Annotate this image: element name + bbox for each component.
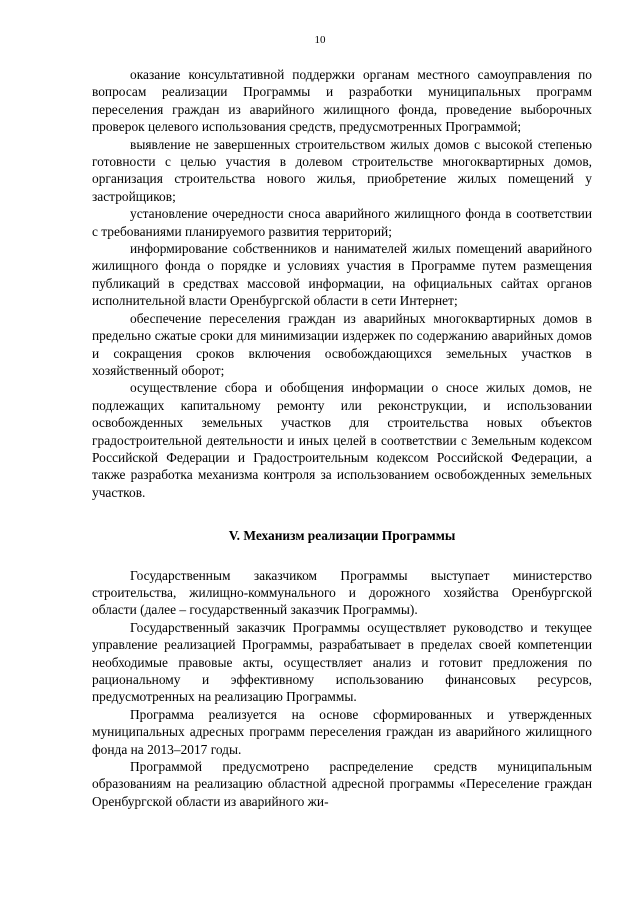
paragraph: Государственный заказчик Программы осуществляет руководство и текущее управление реализацией Программы, разрабатывает в пределах своей компетенции необходимые правовые акты, осуществляет анализ и готовит предложения по рациональному и эффективному использованию финансовых ресурсов, предусмотренных на реализацию Программы. <box>92 619 592 705</box>
paragraph: установление очередности сноса аварийного жилищного фонда в соответствии с требованиями планируемого развития территорий; <box>92 206 592 239</box>
section-title: V. Механизм реализации Программы <box>228 528 456 544</box>
document-body <box>92 66 592 810</box>
paragraph: Государственным заказчиком Программы выступает министерство строительства, жилищно-коммунального и дорожного хозяйства Оренбургской области (далее – государственный заказчик Программы). <box>92 567 592 618</box>
paragraph: осуществление сбора и обобщения информации о сносе жилых домов, не подлежащих капитальному ремонту или реконструкции, и использовании освобожденных земельных участков для строительства новых объектов градостроительной деятельности и иных целей в соответствии с Земельным кодексом Российской Федерации и Градостроительным кодексом Российской Федерации, а также разработка механизма контроля за использованием освобожденных земельных участков. <box>92 380 592 500</box>
paragraph: Программой предусмотрено распределение средств муниципальным образованиям на реализацию областной адресной программы «Переселение граждан Оренбургской области из аварийного жи- <box>92 759 592 809</box>
paragraph: оказание консультативной поддержки органам местного самоуправления по вопросам реализации Программы и разработки муниципальных программ переселения граждан из аварийного жилищного фонда, проведение выборочных проверок целевого использования средств, предусмотренных Программой; <box>92 67 592 135</box>
paragraph: обеспечение переселения граждан из аварийных многоквартирных домов в предельно сжатые сроки для минимизации издержек по содержанию аварийных домов и сокращения сроков включения освобождающихся земельных участков в хозяйственный оборот; <box>92 310 592 378</box>
paragraph: информирование собственников и нанимателей жилых помещений аварийного жилищного фонда о порядке и условиях участия в Программе путем размещения публикаций в средствах массовой информации, на официальных сайтах органов исполнительной власти Оренбургской области в сети Интернет; <box>92 241 592 309</box>
paragraph: выявление не завершенных строительством жилых домов с высокой степенью готовности с целью участия в долевом строительстве многоквартирных домов, организация строительства нового жилья, приобретение жилых помещений у застройщиков; <box>92 136 592 204</box>
page-number: 10 <box>314 34 326 46</box>
paragraph: Программа реализуется на основе сформированных и утвержденных муниципальных адресных программ переселения граждан из аварийного жилищного фонда на 2013–2017 годы. <box>92 706 592 757</box>
